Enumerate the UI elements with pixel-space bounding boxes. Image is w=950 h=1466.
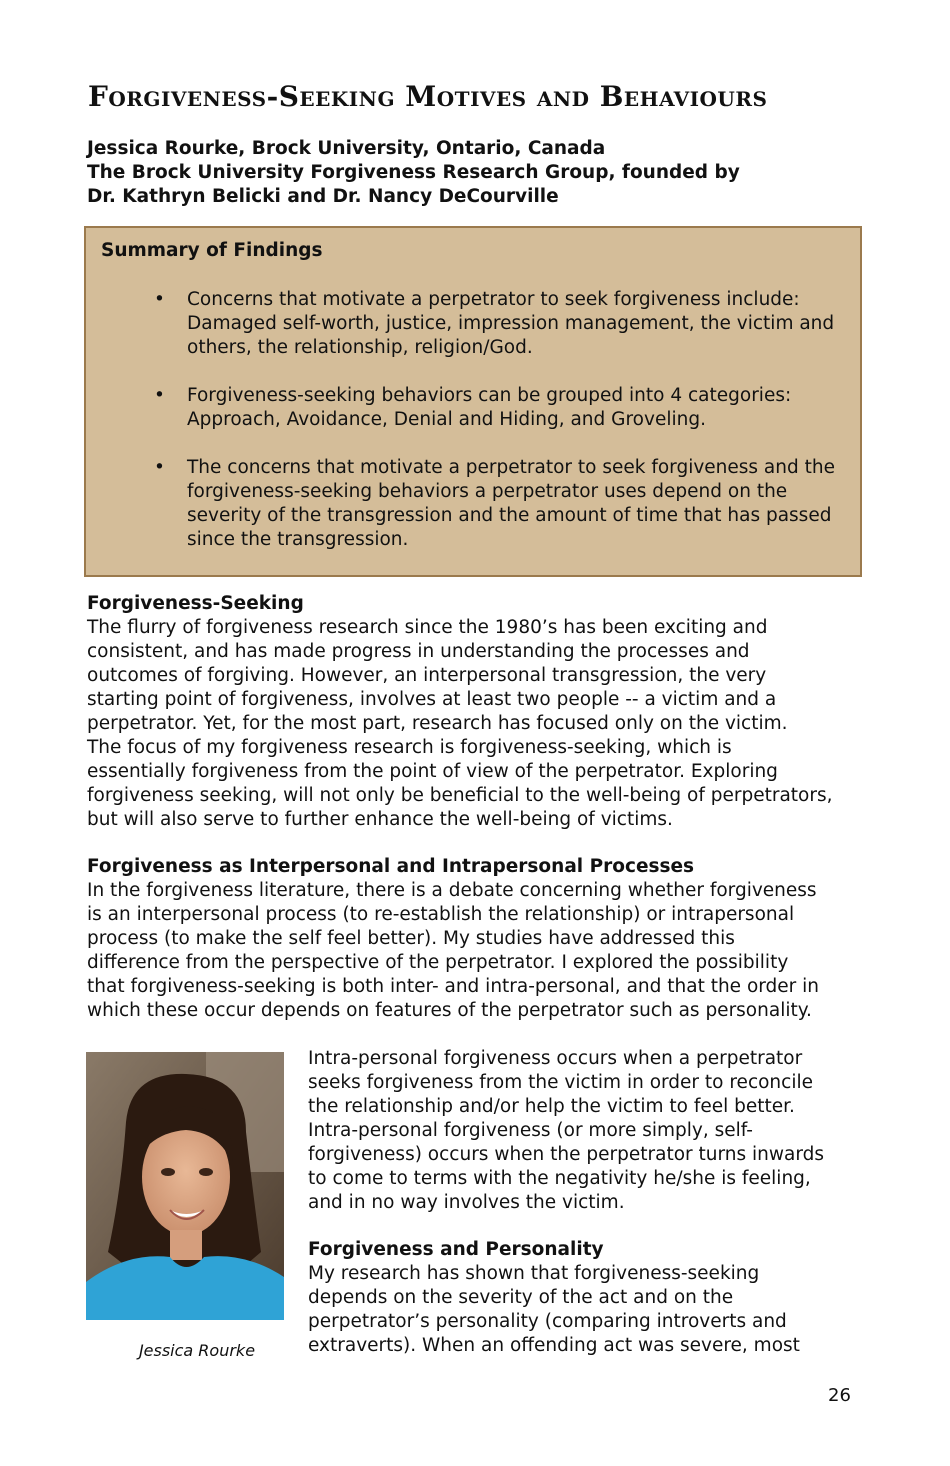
text-line: perpetrator’s personality (comparing introverts and (308, 1311, 787, 1332)
text-line: extraverts). When an offending act was severe, most (308, 1335, 800, 1356)
section-paragraph (308, 1047, 868, 1215)
author-line: Jessica Rourke, Brock University, Ontario, Canada (87, 138, 606, 159)
summary-item-text: Concerns that motivate a perpetrator to seek forgiveness include: Damaged self-worth, justice, impression management, the victim and others, the relationship, religion/God. (187, 289, 835, 358)
text-line: consistent, and has made progress in understanding the processes and (87, 641, 750, 662)
summary-item-text: The concerns that motivate a perpetrator to seek forgiveness and the forgiveness-seeking behaviors a perpetrator uses depend on the severity of the transgression and the amount of time that has passed since the transgression. (187, 457, 835, 550)
section-interpersonal-intrapersonal (87, 855, 877, 1023)
author-block (87, 137, 867, 209)
text-line: process (to make the self feel better). My studies have addressed this (87, 928, 735, 949)
text-line: that forgiveness-seeking is both inter- and intra-personal, and that the order in (87, 976, 820, 997)
text-line: to come to terms with the negativity he/she is feeling, (308, 1168, 811, 1189)
summary-item (86, 456, 837, 552)
portrait-image (86, 1052, 284, 1320)
text-line: The focus of my forgiveness research is forgiveness-seeking, which is (87, 737, 732, 758)
section-forgiveness-seeking (87, 592, 877, 832)
section-heading: Forgiveness and Personality (308, 1239, 604, 1260)
summary-item (86, 288, 837, 360)
section-paragraph (87, 616, 877, 832)
text-line: and in no way involves the victim. (308, 1192, 625, 1213)
text-line: the relationship and/or help the victim to feel better. (308, 1096, 795, 1117)
summary-item (86, 384, 837, 432)
text-line: depends on the severity of the act and on the (308, 1287, 734, 1308)
author-line: Dr. Kathryn Belicki and Dr. Nancy DeCourville (87, 186, 559, 207)
text-line: seeks forgiveness from the victim in order to reconcile (308, 1072, 813, 1093)
author-line: The Brock University Forgiveness Research Group, founded by (87, 162, 740, 183)
text-line: essentially forgiveness from the point of view of the perpetrator. Exploring (87, 761, 778, 782)
section-paragraph (308, 1262, 868, 1358)
page-number: 26 (828, 1385, 851, 1406)
text-line: Intra-personal forgiveness occurs when a perpetrator (308, 1048, 803, 1069)
text-line: My research has shown that forgiveness-seeking (308, 1263, 760, 1284)
text-line: is an interpersonal process (to re-establish the relationship) or intrapersonal (87, 904, 795, 925)
text-line: The flurry of forgiveness research since the 1980’s has been exciting and (87, 617, 768, 638)
author-photo (86, 1052, 284, 1320)
summary-box (84, 226, 862, 577)
bullet-icon: • (154, 457, 165, 478)
text-line: outcomes of forgiving. However, an interpersonal transgression, the very (87, 665, 767, 686)
text-line: perpetrator. Yet, for the most part, research has focused only on the victim. (87, 713, 788, 734)
text-line: starting point of forgiveness, involves at least two people -- a victim and a (87, 689, 777, 710)
text-line: forgiveness seeking, will not only be beneficial to the well-being of perpetrators, (87, 785, 833, 806)
photo-caption: Jessica Rourke (138, 1341, 256, 1360)
bullet-icon: • (154, 289, 165, 310)
text-line: forgiveness) occurs when the perpetrator turns inwards (308, 1144, 825, 1165)
section-paragraph (87, 879, 877, 1023)
text-line: which these occur depends on features of the perpetrator such as personality. (87, 1000, 812, 1021)
section-intrapersonal-definition (308, 1047, 868, 1215)
text-line: but will also serve to further enhance the well-being of victims. (87, 809, 673, 830)
section-forgiveness-personality (308, 1238, 868, 1358)
summary-list (86, 288, 837, 576)
text-line: Intra-personal forgiveness (or more simply, self- (308, 1120, 753, 1141)
summary-title: Summary of Findings (101, 240, 323, 261)
page-title: Forgiveness-Seeking Motives and Behaviours (88, 80, 768, 113)
summary-item-text: Forgiveness-seeking behaviors can be grouped into 4 categories: Approach, Avoidance, Denial and Hiding, and Groveling. (187, 385, 792, 430)
text-line: In the forgiveness literature, there is a debate concerning whether forgiveness (87, 880, 817, 901)
text-line: difference from the perspective of the perpetrator. I explored the possibility (87, 952, 789, 973)
section-heading: Forgiveness as Interpersonal and Intrapersonal Processes (87, 856, 695, 877)
section-heading: Forgiveness-Seeking (87, 593, 304, 614)
bullet-icon: • (154, 385, 165, 406)
